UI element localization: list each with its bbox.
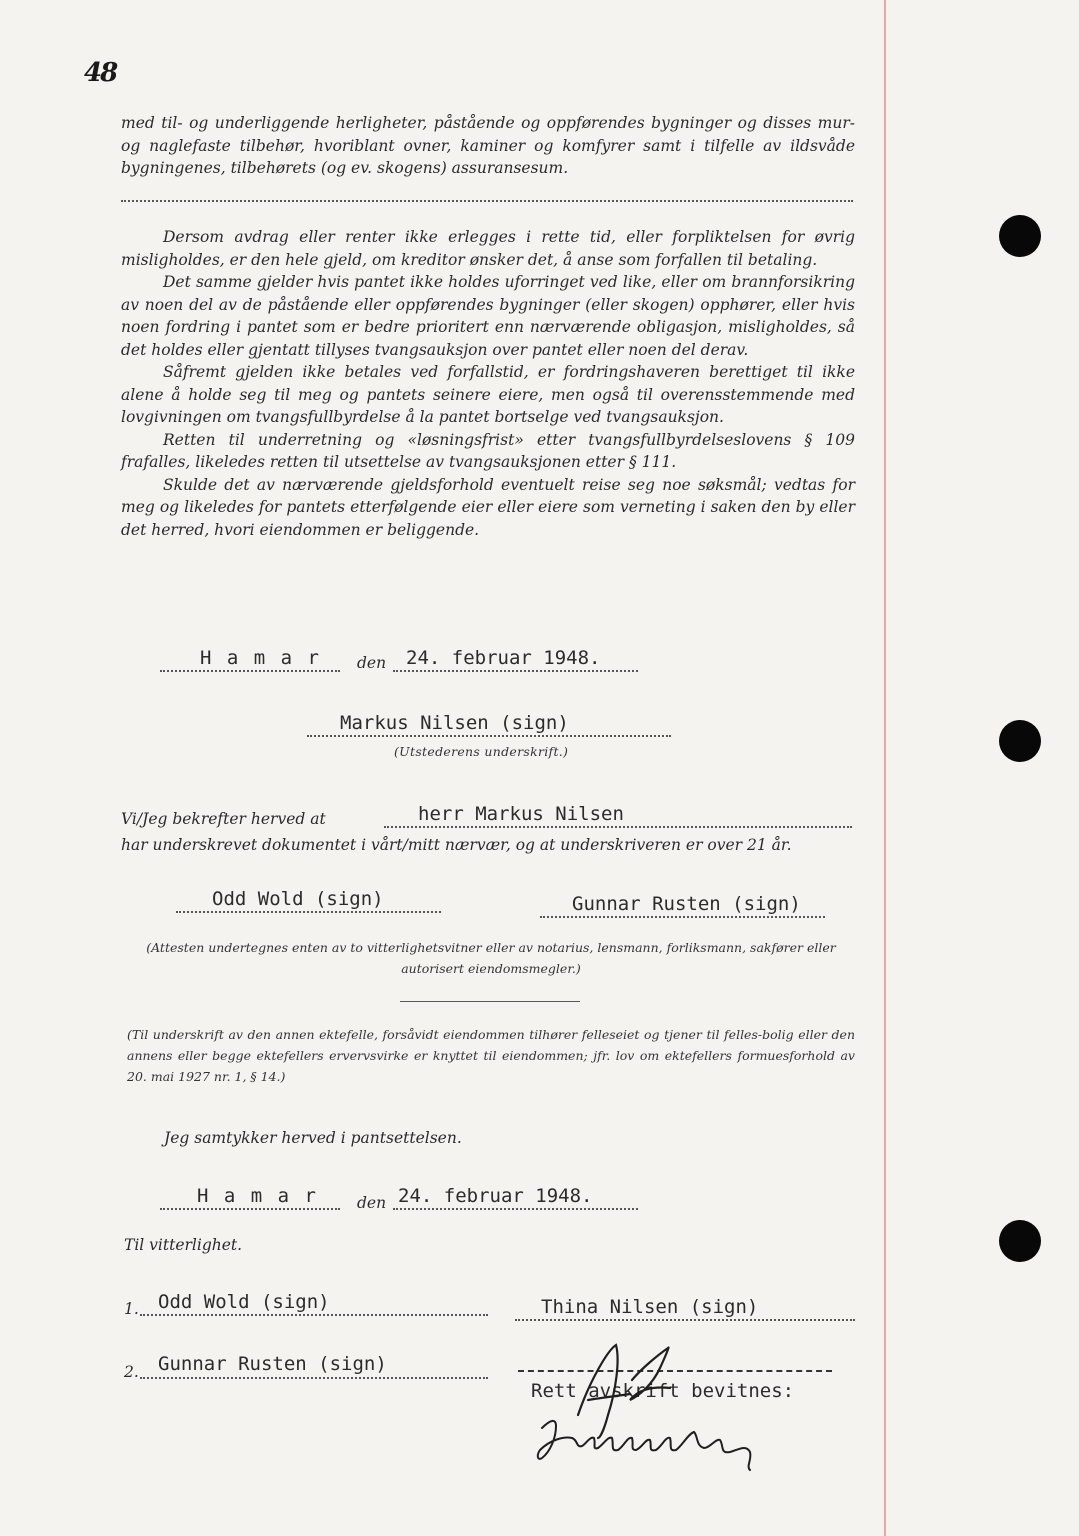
signing-den-label: den — [357, 654, 387, 672]
consent-text: Jeg samtykker herved i pantsettelsen. — [164, 1129, 462, 1147]
consent-date: 24. februar 1948. — [398, 1185, 593, 1207]
spouse-signature: Thina Nilsen (sign) — [541, 1296, 759, 1318]
attested-person-dotline — [384, 826, 852, 828]
spouse-note: (Til underskrift av den annen ektefelle, forsåvidt eiendommen tilhører felleseiet og tjener til felles-bolig eller den annens eller begge ektefellers ervervsvirke er knyttet til eiendommen; jfr. lov om ektefellers formuesforhold av 20. mai 1927 nr. 1, § 14.) — [127, 1027, 855, 1084]
terms-paragraph-5: Skulde det av nærværende gjeldsforhold eventuelt reise seg noe søksmål; vedtas for meg og likeledes for pantets etterfølgende eier eller eiere som verneting i saken den by eller det herred, hvori eiendommen er beliggende. — [121, 475, 855, 539]
attestation-witness-2: Gunnar Rusten (sign) — [572, 893, 801, 915]
intro-paragraph — [121, 112, 855, 180]
terms-section — [121, 226, 855, 541]
intro-text: med til- og underliggende herligheter, påstående og oppførendes bygninger og disses mur- og naglefaste tilbehør, hvoriblant ovner, kaminer og komfyrer samt i tilfelle av ildsvåde bygningenes, tilbehørets (og ev. skogens) assuransesum. — [121, 114, 855, 177]
terms-paragraph-2: Det samme gjelder hvis pantet ikke holdes uforringet ved like, eller om brannforsikring av noen del av de påstående eller oppførendes bygninger (eller skogen) opphører, eller hvis noen fordring i pantet som er bedre prioritert enn nærværende obligasjon, misligholdes, så det holdes eller gjentatt tillyses tvangsauksjon over pantet eller noen del derav. — [121, 273, 855, 359]
binder-hole-middle — [999, 720, 1041, 762]
issuer-caption: (Utstederens underskrift.) — [394, 744, 569, 759]
signing-date: 24. februar 1948. — [406, 647, 601, 669]
consent-place: H a m a r — [197, 1185, 318, 1207]
consent-witness-2: Gunnar Rusten (sign) — [158, 1353, 387, 1375]
attested-person: herr Markus Nilsen — [418, 803, 624, 825]
attestation-prefix: Vi/Jeg bekrefter herved at — [121, 810, 326, 828]
consent-date-dotline — [393, 1208, 638, 1210]
page-number: 48 — [84, 58, 117, 88]
date-dotline — [393, 670, 638, 672]
attestation-note: (Attesten undertegnes enten av to vitterlighetsvitner eller av notarius, lensmann, forliksmann, sakfører eller autorisert eiendomsmegler.) — [146, 940, 836, 976]
witness-heading: Til vitterlighet. — [124, 1236, 243, 1254]
terms-paragraph-4: Retten til underretning og «løsningsfrist» etter tvangsfullbyrdelseslovens § 109 frafalles, likeledes retten til utsettelse av tvangsauksjonen etter § 111. — [121, 430, 855, 471]
consent-den-label: den — [357, 1194, 387, 1212]
issuer-signature: Markus Nilsen (sign) — [340, 712, 569, 734]
witness-2-number: 2. — [124, 1363, 139, 1381]
signing-place: H a m a r — [200, 647, 321, 669]
consent-place-dotline — [160, 1208, 340, 1210]
handwritten-signature — [520, 1320, 770, 1480]
binder-hole-bottom — [999, 1220, 1041, 1262]
attestation-witness-2-dotline — [540, 916, 825, 918]
attestation-witness-1-dotline — [176, 911, 441, 913]
terms-paragraph-3: Såfremt gjelden ikke betales ved forfallstid, er fordringshaveren berettiget til ikke alene å holde seg til meg og pantets seinere eiere, men også til overensstemmende med lovgivningen om tvangsfullbyrdelse å la pantet bortselge ved tvangsauksjon. — [121, 363, 855, 426]
witness-1-number: 1. — [124, 1300, 139, 1318]
attestation-witness-1: Odd Wold (sign) — [212, 888, 384, 910]
place-dotline — [160, 670, 340, 672]
attestation-line2: har underskrevet dokumentet i vårt/mitt nærvær, og at underskriveren er over 21 år. — [121, 836, 792, 854]
dotted-separator — [121, 200, 853, 202]
consent-witness-1: Odd Wold (sign) — [158, 1291, 330, 1313]
terms-paragraph-1: Dersom avdrag eller renter ikke erlegges i rette tid, eller forpliktelsen for øvrig misligholdes, er den hele gjeld, om kreditor ønsker det, å anse som forfallen til betaling. — [121, 228, 855, 269]
consent-witness-1-dotline — [140, 1314, 488, 1316]
binder-hole-top — [999, 215, 1041, 257]
red-margin-line — [884, 0, 886, 1536]
consent-witness-2-dotline — [140, 1377, 488, 1379]
issuer-dotline — [307, 735, 671, 737]
certification-text: Rett avskrift bevitnes: — [531, 1380, 795, 1402]
spouse-separator-line — [400, 1001, 580, 1002]
